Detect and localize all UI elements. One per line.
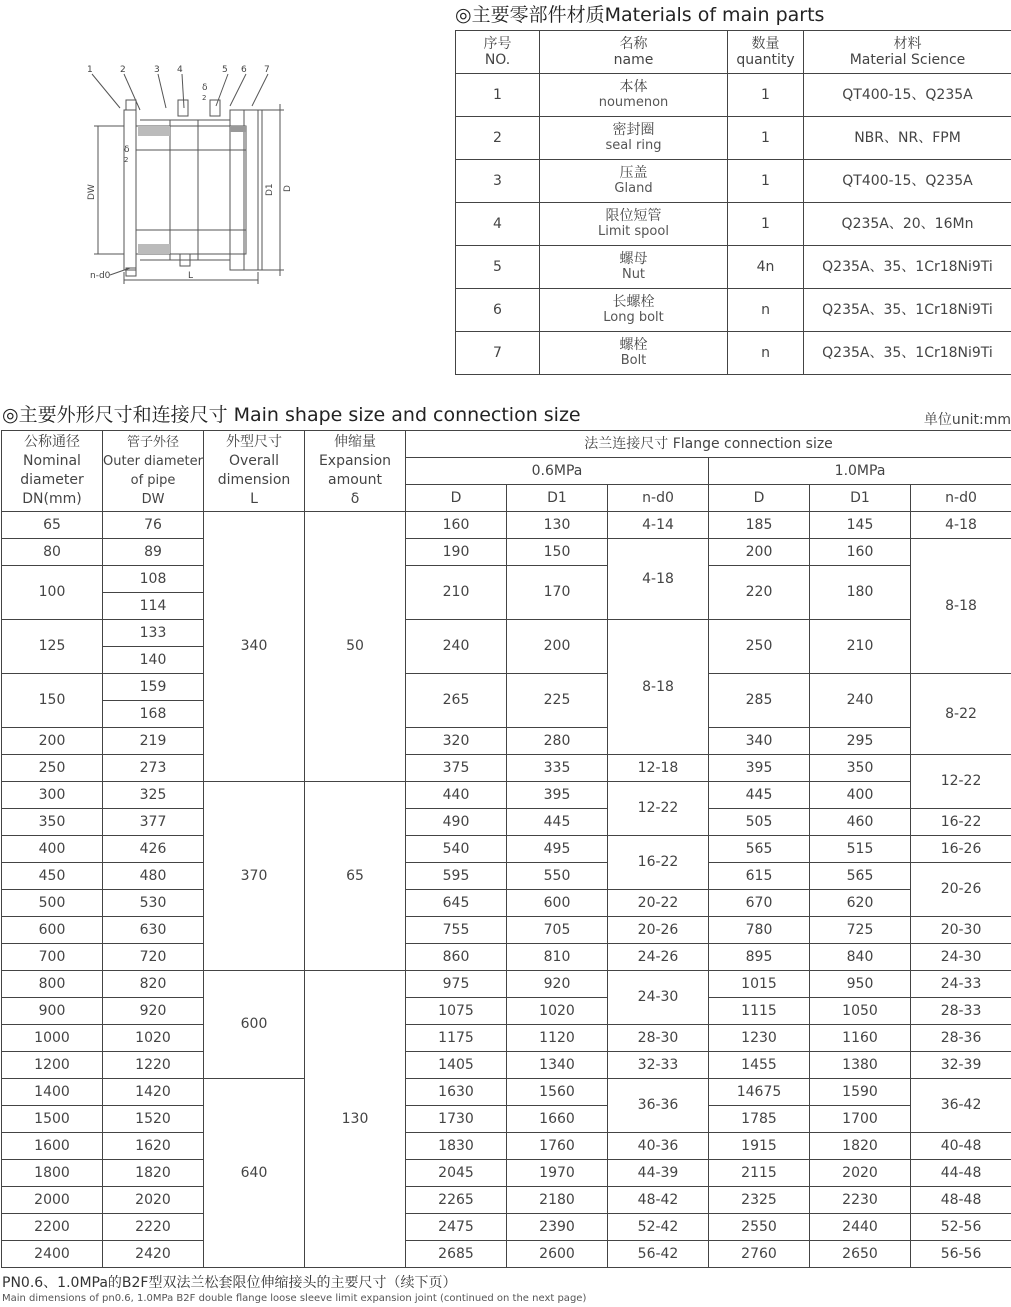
- header-name: 名称 name: [540, 31, 728, 74]
- table-row: 65 76 340 50 160 130 4-14 185 145 4-18: [2, 512, 1011, 539]
- label-d1: D1: [265, 183, 275, 196]
- header-nominal: 公称通径 Nominal diameter DN(mm): [2, 431, 103, 512]
- parts-table: [455, 30, 1011, 375]
- table-row: 600 630 755 705 20-26 780 725 20-30: [2, 917, 1011, 944]
- callout-5: 5: [222, 65, 228, 75]
- dimensions-title: ◎主要外形尺寸和连接尺寸 Main shape size and connection size: [2, 404, 581, 426]
- table-row: 1000 1020 1175 1120 28-30 1230 1160 28-36: [2, 1025, 1011, 1052]
- table-row: 450 480 595 550 615 565 20-26: [2, 863, 1011, 890]
- header-06mpa: 0.6MPa: [406, 458, 709, 485]
- header-d1-10: D1: [810, 485, 911, 512]
- header-d-10: D: [709, 485, 810, 512]
- table-row: 2200 2220 2475 2390 52-42 2550 2440 52-56: [2, 1214, 1011, 1241]
- header-no: 序号 NO.: [456, 31, 540, 74]
- header-outer: 管子外径 Outer diameter of pipe DW: [103, 431, 204, 512]
- header-nd0-10: n-d0: [911, 485, 1011, 512]
- label-delta-side: δ: [124, 145, 130, 155]
- table-row: 125 133 240 200 8-18 250 210: [2, 620, 1011, 647]
- table-row: 7 螺栓 Bolt n Q235A、35、1Cr18Ni9Ti: [456, 332, 1011, 375]
- table-row: 1600 1620 1830 1760 40-36 1915 1820 40-48: [2, 1133, 1011, 1160]
- table-row: 900 920 1075 1020 1115 1050 28-33: [2, 998, 1011, 1025]
- label-dw: DW: [87, 184, 97, 200]
- expansion-joint-drawing: [80, 60, 300, 295]
- table-row: 6 长螺栓 Long bolt n Q235A、35、1Cr18Ni9Ti: [456, 289, 1011, 332]
- label-l: L: [188, 271, 194, 281]
- callout-1: 1: [87, 65, 93, 75]
- table-row: 1200 1220 1405 1340 32-33 1455 1380 32-39: [2, 1052, 1011, 1079]
- table-row: 1500 1520 1730 1660 1785 1700: [2, 1106, 1011, 1133]
- table-row: 4 限位短管 Limit spool 1 Q235A、20、16Mn: [456, 203, 1011, 246]
- table-row: 400 426 540 495 16-22 565 515 16-26: [2, 836, 1011, 863]
- table-row: 1 本体 noumenon 1 QT400-15、Q235A: [456, 74, 1011, 117]
- label-two-top: 2: [202, 94, 207, 102]
- callout-6: 6: [241, 65, 247, 75]
- callout-4: 4: [177, 65, 183, 75]
- table-row: 700 720 860 810 24-26 895 840 24-30: [2, 944, 1011, 971]
- label-d: D: [283, 185, 293, 192]
- footer-caption-en: Main dimensions of pn0.6, 1.0MPa B2F double flange loose sleeve limit expansion joint (continued on the next page): [2, 1293, 587, 1304]
- table-row: 350 377 490 445 505 460 16-22: [2, 809, 1011, 836]
- table-row: 800 820 600 130 975 920 24-30 1015 950 24-33: [2, 971, 1011, 998]
- table-row: 1400 1420 640 1630 1560 36-36 14675 1590 36-42: [2, 1079, 1011, 1106]
- table-row: 150 159 265 225 285 240 8-22: [2, 674, 1011, 701]
- header-quantity: 数量 quantity: [728, 31, 804, 74]
- table-row: 114: [2, 593, 1011, 620]
- label-nd0: n-d0: [90, 271, 111, 281]
- table-row: 500 530 645 600 20-22 670 620: [2, 890, 1011, 917]
- unit-label: 单位unit:mm: [923, 412, 1011, 428]
- table-row: 200 219 320 280 340 295: [2, 728, 1011, 755]
- table-row: 140: [2, 647, 1011, 674]
- header-nd0-06: n-d0: [608, 485, 709, 512]
- header-expansion: 伸缩量 Expansion amount δ: [305, 431, 406, 512]
- table-row: 2000 2020 2265 2180 48-42 2325 2230 48-48: [2, 1187, 1011, 1214]
- header-flange: 法兰连接尺寸 Flange connection size: [406, 431, 1011, 458]
- table-row: 250 273 375 335 12-18 395 350 12-22: [2, 755, 1011, 782]
- table-row: 300 325 370 65 440 395 12-22 445 400: [2, 782, 1011, 809]
- dimensions-table: [1, 430, 1011, 1268]
- table-row: 80 89 190 150 4-18 200 160 8-18: [2, 539, 1011, 566]
- header-material: 材料 Material Science: [804, 31, 1011, 74]
- parts-title: ◎主要零部件材质Materials of main parts: [455, 4, 825, 26]
- label-two-side: 2: [124, 156, 129, 164]
- header-d-06: D: [406, 485, 507, 512]
- table-row: 5 螺母 Nut 4n Q235A、35、1Cr18Ni9Ti: [456, 246, 1011, 289]
- table-row: 1800 1820 2045 1970 44-39 2115 2020 44-48: [2, 1160, 1011, 1187]
- footer-caption-cn: PN0.6、1.0MPa的B2F型双法兰松套限位伸缩接头的主要尺寸（续下页）: [2, 1275, 457, 1291]
- table-row: 3 压盖 Gland 1 QT400-15、Q235A: [456, 160, 1011, 203]
- table-row: 100 108 210 170 220 180: [2, 566, 1011, 593]
- callout-3: 3: [154, 65, 160, 75]
- table-row: 2 密封圈 seal ring 1 NBR、NR、FPM: [456, 117, 1011, 160]
- callout-7: 7: [264, 65, 270, 75]
- callout-2: 2: [120, 65, 126, 75]
- header-10mpa: 1.0MPa: [709, 458, 1011, 485]
- header-d1-06: D1: [507, 485, 608, 512]
- label-delta-top: δ: [202, 83, 208, 93]
- table-row: 168: [2, 701, 1011, 728]
- header-overall: 外型尺寸 Overall dimension L: [204, 431, 305, 512]
- table-row: 2400 2420 2685 2600 56-42 2760 2650 56-56: [2, 1241, 1011, 1268]
